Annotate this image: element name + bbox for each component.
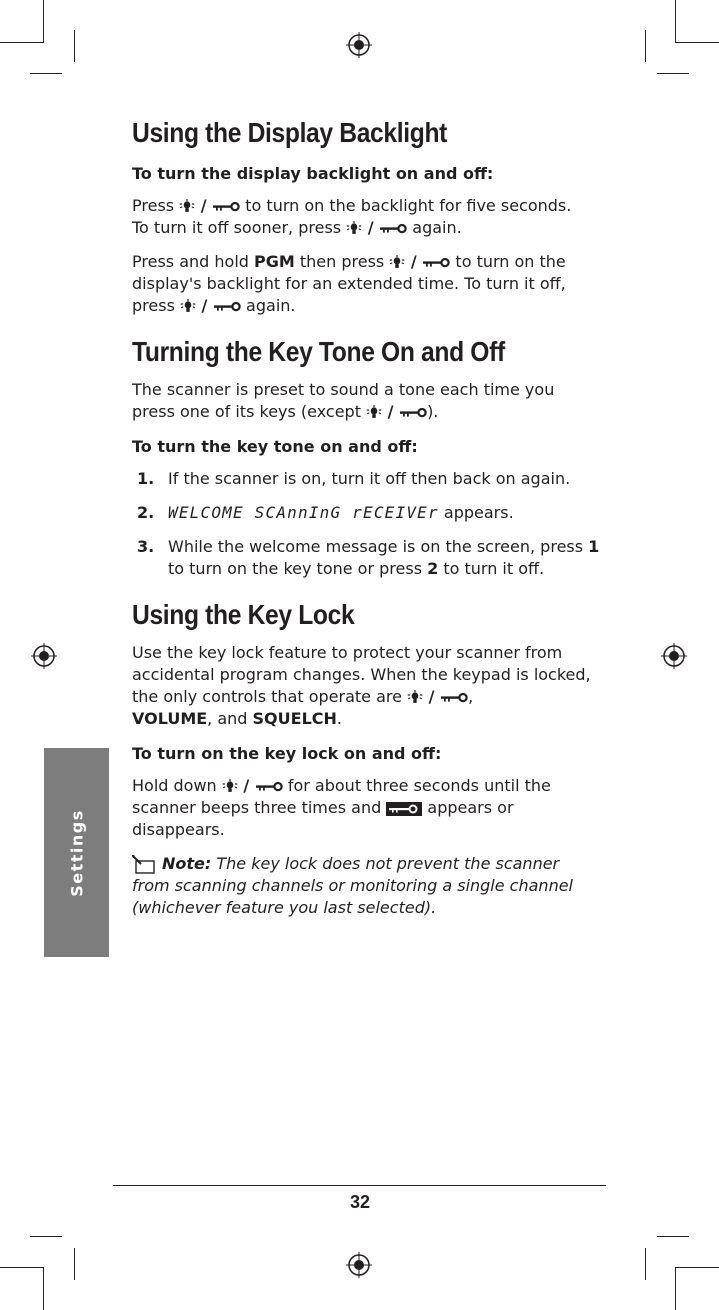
key-lock-instructions: Hold down / for about three seconds until the scanner beeps three times and appears or disappears. [132,776,551,839]
crop-mark [0,42,44,43]
crop-mark [43,1268,44,1310]
backlight-paragraph-1: Press / to turn on the backlight for five seconds. To turn it off sooner, press / again. [132,196,572,237]
registration-mark-icon [661,643,687,669]
key-icon [379,223,407,235]
list-item: 2. WELCOME SCAnnInG rECEIVEr appears. [137,503,514,522]
list-item: 3. While the welcome message is on the screen, press 1 to turn on the key tone or press 2 to turn it off. [137,537,600,578]
backlight-lead: To turn the display backlight on and off: [132,164,494,183]
light-bulb-icon [180,299,196,315]
crop-mark [645,1248,646,1280]
heading-key-tone: Turning the Key Tone On and Off [132,336,505,367]
crop-mark [645,30,646,62]
key-lock-paragraph: Use the key lock feature to protect your scanner from accidental program changes. When the keypad is locked, the only controls that operate are / , VOLUME, and SQUELCH. [132,643,591,728]
crop-mark [675,0,676,42]
lcd-display-text: WELCOME SCAnnInG rECEIVEr [168,503,439,522]
light-bulb-icon [389,255,405,271]
crop-mark [43,0,44,42]
note [132,853,600,919]
key-lock-badge-icon [386,801,422,817]
heading-key-lock: Using the Key Lock [132,599,355,630]
key-icon [212,201,240,213]
crop-mark [657,73,689,74]
note-label: Note: [162,854,212,873]
registration-mark-icon [346,1252,372,1278]
key-lock-lead: To turn on the key lock on and off: [132,744,442,763]
crop-mark [675,42,719,43]
key-tone-steps [132,468,600,580]
light-bulb-icon [222,779,238,795]
crop-mark [30,73,62,74]
crop-mark [675,1267,719,1268]
note-pencil-icon [132,855,158,875]
light-bulb-icon [407,690,423,706]
key-tone-lead: To turn the key tone on and off: [132,437,418,456]
crop-mark [74,30,75,62]
crop-mark [675,1268,676,1310]
footer-rule [113,1185,606,1186]
crop-mark [30,1236,62,1237]
section-tab [44,748,109,957]
note-text: The key lock does not prevent the scanner from scanning channels or monitoring a single channel (whichever feature you last selected). [132,854,573,917]
section-tab-label: Settings [67,808,86,897]
list-item: 1. If the scanner is on, turn it off then back on again. [137,469,571,488]
backlight-paragraph-2: Press and hold PGM then press / to turn on the display's backlight for an extended time. To turn it off, press / again. [132,252,566,315]
key-icon [399,407,427,419]
key-icon [255,781,283,793]
crop-mark [74,1248,75,1280]
key-icon [213,301,241,313]
light-bulb-icon [346,221,362,237]
page-content [132,112,600,919]
light-bulb-icon [179,199,195,215]
key-icon [440,692,468,704]
crop-mark [657,1236,689,1237]
key-tone-intro: The scanner is preset to sound a tone each time you press one of its keys (except / ). [132,380,555,421]
light-bulb-icon [366,405,382,421]
page-number: 32 [349,1192,371,1212]
heading-backlight: Using the Display Backlight [132,117,447,148]
registration-mark-icon [346,32,372,58]
key-icon [422,257,450,269]
crop-mark [0,1267,44,1268]
registration-mark-icon [31,643,57,669]
